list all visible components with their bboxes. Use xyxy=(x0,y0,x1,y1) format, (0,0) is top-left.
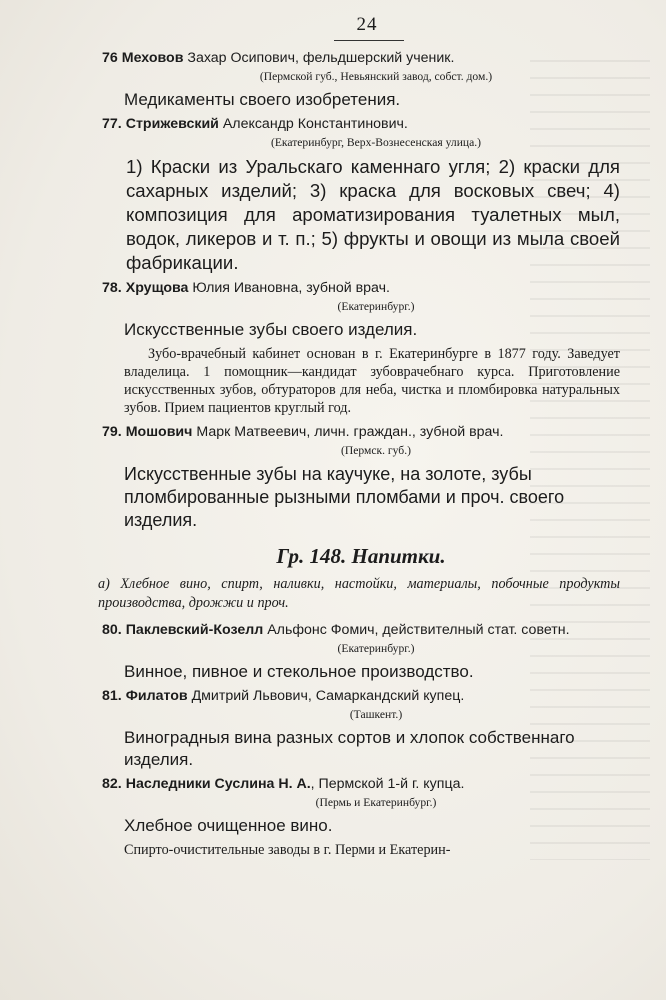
exhibitor-location: (Екатеринбург.) xyxy=(337,642,415,655)
entry-head xyxy=(102,115,620,133)
exhibit-description xyxy=(124,841,620,859)
page-number: 24 xyxy=(356,14,378,35)
exhibitor-details: Марк Матвеевич, личн. граждан., зубной врач. xyxy=(192,424,504,440)
entry-number: 76 xyxy=(102,50,118,66)
header-rule xyxy=(334,40,404,41)
exhibit-product: Медикаменты своего изобретения. xyxy=(124,90,401,109)
exhibit-description xyxy=(124,345,620,417)
exhibitor-name: Хрущова xyxy=(125,280,189,296)
exhibitor-details: Альфонс Фомич, действителный стат. советн. xyxy=(263,622,570,638)
exhibitor-name: Паклевский-Козелл xyxy=(125,622,264,638)
exhibitor-details: Александр Константинович. xyxy=(218,116,408,132)
entry-number: 77. xyxy=(102,116,122,132)
entry-number: 78. xyxy=(102,280,122,296)
entry-81 xyxy=(102,687,620,771)
exhibitor-details: Юлия Ивановна, зубной врач. xyxy=(188,280,390,296)
exhibitor-details: Захар Осипович, фельдшерский ученик. xyxy=(183,50,455,66)
exhibit-product: Искусственные зубы на каучуке, на золоте, зубы пломбированные рызными пломбами и проч. своего изделия. xyxy=(124,464,565,530)
exhibitor-location: (Пермь и Екатеринбург.) xyxy=(315,796,437,809)
exhibitor-name: Филатов xyxy=(125,688,188,704)
entry-80 xyxy=(102,621,620,683)
exhibit-description-text: Зубо-врачебный кабинет основан в г. Екатеринбурге в 1877 году. Заведует владелица. 1 помощник—кандидат зубоврачебнаго курса. Приготовление искусственных зубов, обтураторов для неба, чистка и пломбировка натуральных зубов. Прием пациентов круглый год. xyxy=(124,346,620,416)
exhibit-product: Искусственные зубы своего изделия. xyxy=(124,320,418,339)
entry-number: 79. xyxy=(102,424,122,440)
exhibitor-name: Меховов xyxy=(121,50,184,66)
exhibitor-details: Дмитрий Львович, Самаркандский купец. xyxy=(187,688,465,704)
exhibitor-details: , Пермской 1-й г. купца. xyxy=(310,776,465,792)
subgroup-heading: а) Хлебное вино, спирт, наливки, настойки, материалы, побочные продукты производства, дрожжи и проч. xyxy=(98,576,620,611)
exhibitor-location: (Пермск. губ.) xyxy=(341,444,411,457)
exhibitor-name: Стрижевский xyxy=(125,116,219,132)
entry-head xyxy=(102,621,620,639)
entry-77 xyxy=(102,115,620,275)
exhibitor-location: (Ташкент.) xyxy=(349,708,403,721)
exhibitor-name: Мошович xyxy=(125,424,193,440)
exhibit-product: Виноградныя вина разных сортов и хлопок собственнаго изделия. xyxy=(124,728,575,769)
entry-number: 82. xyxy=(102,776,122,792)
entry-head xyxy=(102,775,620,793)
entry-number: 81. xyxy=(102,688,122,704)
entry-76 xyxy=(102,49,620,111)
exhibit-product: Винное, пивное и стекольное производство. xyxy=(124,662,474,681)
group-heading: Гр. 148. Напитки. xyxy=(276,544,446,568)
exhibit-product: Хлебное очищенное вино. xyxy=(124,816,333,835)
entry-head xyxy=(102,687,620,705)
exhibitor-location: (Екатеринбург, Верх-Вознесенская улица.) xyxy=(270,136,482,149)
entry-79 xyxy=(102,423,620,532)
exhibitor-location: (Екатеринбург.) xyxy=(337,300,415,313)
entry-head xyxy=(102,279,620,297)
exhibitor-location: (Пермской губ., Невьянский завод, собст. дом.) xyxy=(259,70,493,83)
entry-head xyxy=(102,49,620,67)
exhibit-description-text: Спирто-очистительные заводы в г. Перми и Екатерин- xyxy=(124,842,451,858)
entry-78 xyxy=(102,279,620,417)
entry-head xyxy=(102,423,620,441)
exhibitor-name: Наследники Суслина Н. А. xyxy=(125,776,311,792)
entry-number: 80. xyxy=(102,622,122,638)
entry-82 xyxy=(102,775,620,859)
exhibit-product: 1) Краски из Уральскаго каменнаго угля; 2) краски для сахарных изделий; 3) краска для восковых свеч; 4) композиция для ароматизирования туалетных мыл, водок, ликеров и т. п.; 5) фрукты и овощи из мыла своей фабрикации. xyxy=(126,156,620,273)
